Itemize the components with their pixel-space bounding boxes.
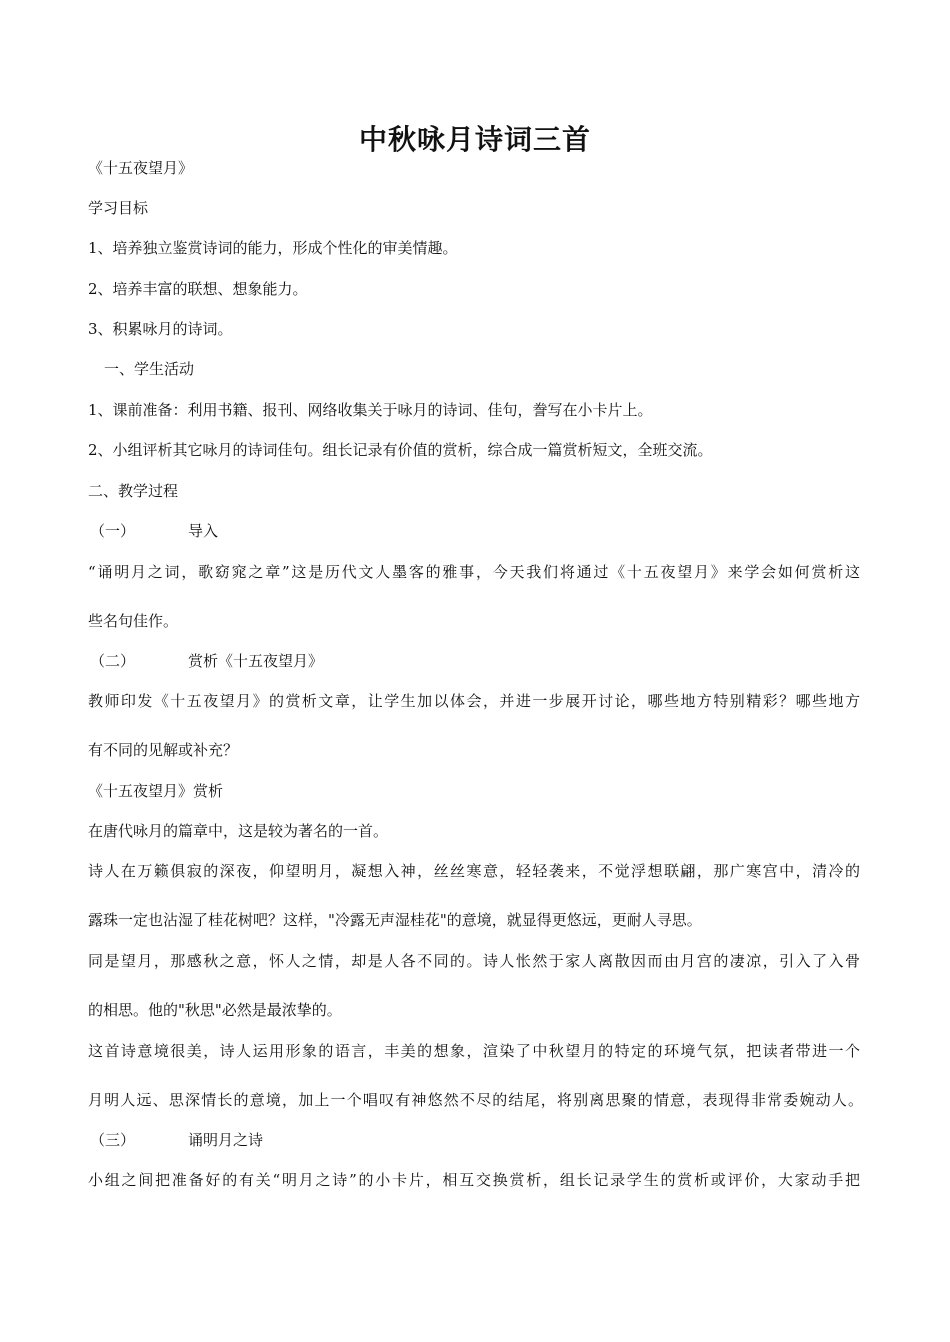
paragraph-line: 露珠一定也沾湿了桂花树吧？这样，"冷露无声湿桂花"的意境，就显得更悠远，更耐人寻思。: [88, 911, 702, 929]
activity-item: 2、小组评析其它咏月的诗词佳句。组长记录有价值的赏析，综合成一篇赏析短文，全班交流。: [88, 441, 713, 459]
poem-heading: 《十五夜望月》: [88, 159, 194, 177]
paragraph-line: 小组之间把准备好的有关“明月之诗”的小卡片，相互交换赏析，组长记录学生的赏析或评价，大家动手把: [88, 1171, 860, 1189]
paragraph-line: 些名句佳作。: [88, 612, 179, 630]
paragraph-line: “诵明月之词，歌窈窕之章”这是历代文人墨客的雅事，今天我们将通过《十五夜望月》来学会如何赏析这: [88, 563, 860, 581]
paragraph-line: 的相思。他的"秋思"必然是最浓挚的。: [88, 1001, 342, 1019]
section-title: 赏析《十五夜望月》: [188, 652, 324, 670]
objectives-heading: 学习目标: [88, 199, 149, 217]
section-number: （二）: [90, 652, 136, 670]
section-heading: [90, 521, 218, 541]
paragraph-line: 这首诗意境很美，诗人运用形象的语言，丰美的想象，渲染了中秋望月的特定的环境气氛，把读者带进一个: [88, 1042, 860, 1060]
section-title: 导入: [188, 522, 219, 540]
objective-item: 1、培养独立鉴赏诗词的能力，形成个性化的审美情趣。: [88, 239, 458, 257]
paragraph-line: 月明人远、思深情长的意境，加上一个唱叹有神悠然不尽的结尾，将别离思聚的情意，表现得非常委婉动人。: [88, 1091, 863, 1109]
paragraph-line: 教师印发《十五夜望月》的赏析文章，让学生加以体会，并进一步展开讨论，哪些地方特别精彩？哪些地方: [88, 692, 860, 710]
page-title: 中秋咏月诗词三首: [358, 123, 591, 156]
section-number: （三）: [90, 1131, 136, 1149]
section-heading: [90, 1130, 263, 1150]
paragraph-line: 诗人在万籁俱寂的深夜，仰望明月，凝想入神，丝丝寒意，轻轻袭来，不觉浮想联翩，那广寒宫中，清冷的: [88, 862, 860, 880]
activity-item: 1、课前准备：利用书籍、报刊、网络收集关于咏月的诗词、佳句，誊写在小卡片上。: [88, 401, 653, 419]
section-title: 诵明月之诗: [188, 1131, 264, 1149]
section-number: （一）: [90, 522, 136, 540]
student-activity-heading: 一、学生活动: [104, 360, 195, 378]
objective-item: 2、培养丰富的联想、想象能力。: [88, 280, 308, 298]
section-heading: [90, 651, 323, 671]
paragraph-line: 在唐代咏月的篇章中，这是较为著名的一首。: [88, 822, 389, 840]
appreciation-heading: 《十五夜望月》赏析: [88, 782, 224, 800]
paragraph-line: 同是望月，那感秋之意，怀人之情，却是人各不同的。诗人怅然于家人离散因而由月宫的凄凉，引入了入骨: [88, 952, 860, 970]
teaching-process-heading: 二、教学过程: [88, 482, 179, 500]
objective-item: 3、积累咏月的诗词。: [88, 320, 233, 338]
paragraph-line: 有不同的见解或补充？: [88, 741, 239, 759]
